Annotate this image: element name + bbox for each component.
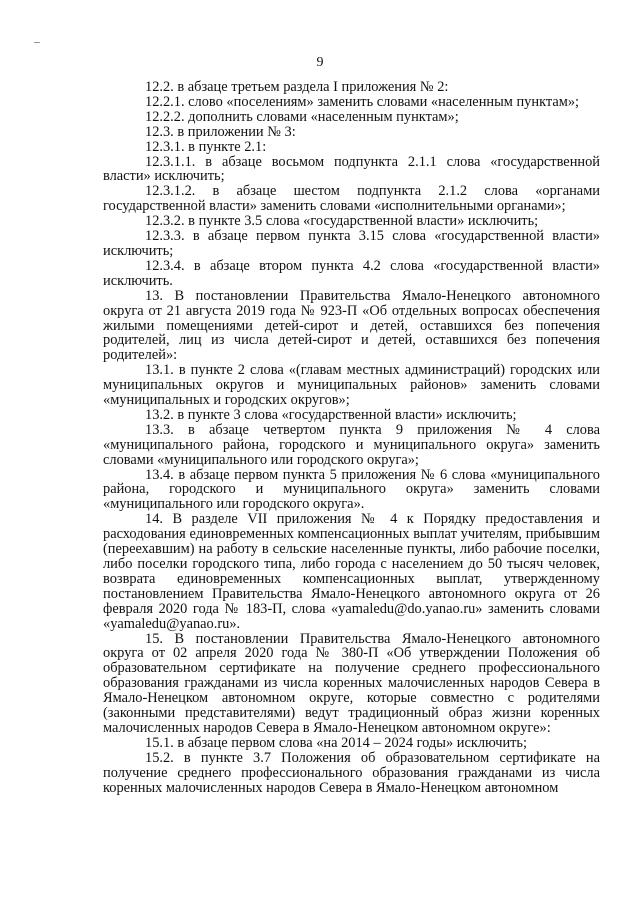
paragraph: 13.4. в абзаце первом пункта 5 приложения № 6 слова «муниципального района, городского и муниципального округа» заменить словами «муниципального или городского округа». (103, 466, 600, 513)
paragraph: 15.2. в пункте 3.7 Положения об образовательном сертификате на получение среднего профессионального образования гражданами из числа коренных малочисленных народов Севера в Ямало-Ненецком автономном (103, 749, 600, 796)
paragraph: 13.2. в пункте 3 слова «государственной власти» исключить; (145, 406, 517, 423)
paragraph: 15.1. в абзаце первом слова «на 2014 – 2024 годы» исключить; (145, 734, 527, 751)
paragraph: 13. В постановлении Правительства Ямало-Ненецкого автономного округа от 21 августа 2019 года № 923-П «Об отдельных вопросах обеспечения жилыми помещениями детей-сирот и детей, оставшихся без попечения родителей, лиц из числа детей-сирот и детей, оставшихся без попечения родителей»: (103, 287, 600, 364)
paragraph: 14. В разделе VII приложения № 4 к Порядку предоставления и расходования единовременных компенсационных выплат учителям, прибывшим (переехавшим) на работу в сельские населенные пункты, либо рабочие поселки, либо поселки городского типа, либо города с населением до 50 тысяч человек, возврата единовременных компенсационных выплат, утвержденному постановлением Правительства Ямало-Ненецкого автономного округа от 26 февраля 2020 года № 183-П, слова «yamaledu@do.yanao.ru» заменить словами «yamaledu@yanao.ru». (103, 511, 600, 632)
paragraph: 12.3.4. в абзаце втором пункта 4.2 слова «государственной власти» исключить. (103, 257, 600, 289)
paragraph: 12.2.2. дополнить словами «населенным пунктам»; (145, 108, 459, 125)
paragraph: 15. В постановлении Правительства Ямало-Ненецкого автономного округа от 02 апреля 2020 года № 380-П «Об утверждении Положения об образовательном сертификате на получение среднего профессионального образования гражданами из числа коренных малочисленных народов Севера в Ямало-Ненецком автономном округе, которые совместно с родителями (законными представителями) ведут традиционный образ жизни коренных малочисленных народов Севера в Ямало-Ненецком автономном округе»: (103, 630, 600, 736)
paragraph: 12.3.2. в пункте 3.5 слова «государственной власти» исключить; (145, 213, 539, 230)
paragraph: 12.3.1. в пункте 2.1: (145, 138, 267, 155)
document-body (103, 80, 600, 796)
page-number: 9 (316, 55, 324, 70)
paragraph: 13.1. в пункте 2 слова «(главам местных администраций) городских или муниципальных округов и муниципальных районов» заменить словами «муниципальных и городских округов»; (103, 362, 600, 409)
paragraph: 12.3.1.1. в абзаце восьмом подпункта 2.1.1 слова «государственной власти» исключить; (103, 153, 600, 185)
paragraph: 12.2. в абзаце третьем раздела I приложения № 2: (145, 79, 449, 95)
paragraph: 12.3.1.2. в абзаце шестом подпункта 2.1.2 слова «органами государственной власти» заменить словами «исполнительными органами»; (103, 183, 600, 215)
paragraph: 12.2.1. слово «поселениям» заменить словами «населенным пунктам»; (145, 93, 580, 110)
paragraph: 13.3. в абзаце четвертом пункта 9 приложения № 4 слова «муниципального района, городского и муниципального округа» заменить словами «муниципального или городского округа»; (103, 421, 600, 468)
scan-mark (34, 42, 40, 43)
paragraph: 12.3. в приложении № 3: (145, 123, 296, 140)
paragraph: 12.3.3. в абзаце первом пункта 3.15 слова «государственной власти» исключить; (103, 228, 600, 259)
